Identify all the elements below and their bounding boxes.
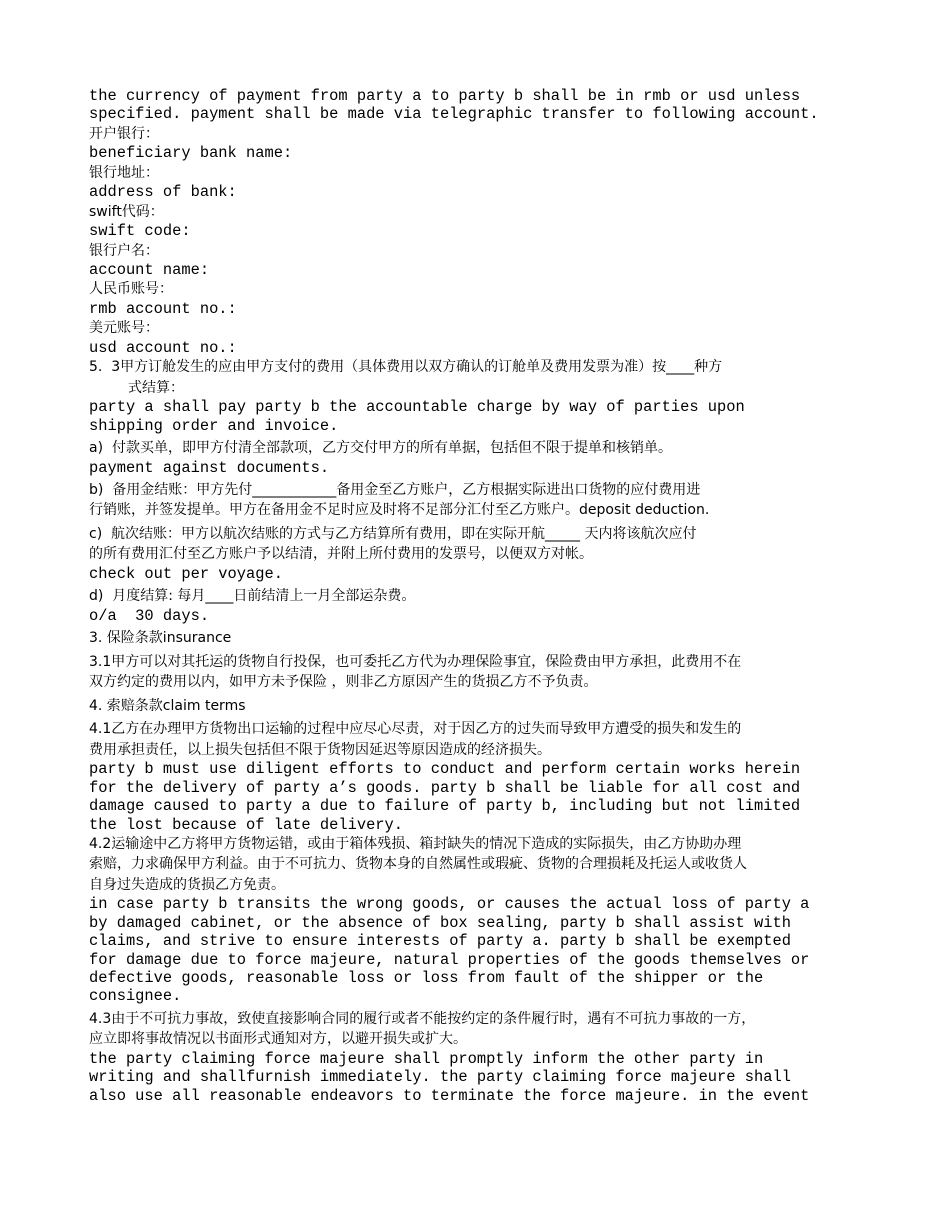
text-line: 自身过失造成的货损乙方免责。 [89,876,285,893]
text-line: damage caused to party a due to failure of party b, including but not limited [89,797,801,816]
text-line: writing and shallfurnish immediately. the party claiming force majeure shall [89,1068,791,1087]
text-line: consignee. [89,987,182,1006]
text-line: check out per voyage. [89,564,283,583]
text-line: 费用承担责任，以上损失包括但不限于货物因延迟等原因造成的经济损失。 [89,741,551,758]
text-line: account name: [89,261,210,280]
text-line: b) 备用金结账：甲方先付____________备用金至乙方账户，乙方根据实际进出口货物的应付费用进 [89,481,701,498]
text-line: 双方约定的费用以内，如甲方未予保险 ，则非乙方原因产生的货损乙方不予负责。 [89,674,598,691]
section-heading: 3. 保险条款insurance [89,630,232,647]
text-line: for damage due to force majeure, natural properties of the goods themselves or [89,950,810,969]
text-line: 应立即将事故情况以书面形式通知对方，以避开损失或扩大。 [89,1031,467,1048]
text-line: 3.1甲方可以对其托运的货物自行投保，也可委托乙方代为办理保险事宜，保险费由甲方承担，此费用不在 [89,653,742,670]
text-line: 4.2运输途中乙方将甲方货物运错，或由于箱体残损、箱封缺失的情况下造成的实际损失，由乙方协助办理 [89,835,742,852]
text-line: a) 付款买单，即甲方付清全部款项，乙方交付甲方的所有单据，包括但不限于提单和核销单。 [89,440,672,457]
text-line: the currency of payment from party a to party b shall be in rmb or usd unless [89,87,801,105]
text-line: 式结算： [128,379,184,396]
text-line: swift代码： [89,203,164,220]
text-line: defective goods, reasonable loss or loss from fault of the shipper or the [89,969,764,988]
section-heading: 4. 索赔条款claim terms [89,697,246,714]
text-line: 5. 3甲方订舱发生的应由甲方支付的费用（具体费用以双方确认的订舱单及费用发票为准）按____种方 [89,359,723,376]
text-line: for the delivery of party a’s goods. party b shall be liable for all cost and [89,778,801,797]
text-line: rmb account no.: [89,299,237,318]
text-line: d) 月度结算: 每月____日前结清上一月全部运杂费。 [89,588,416,605]
text-line: usd account no.: [89,338,237,357]
text-line: o/a 30 days. [89,606,210,625]
text-line: 4.1乙方在办理甲方货物出口运输的过程中应尽心尽责，对于因乙方的过失而导致甲方遭受的损失和发生的 [89,721,742,738]
text-line: the lost because of late delivery. [89,815,404,834]
text-line: address of bank: [89,183,237,202]
text-line: 行销账，并签发提单。甲方在备用金不足时应及时将不足部分汇付至乙方账户。deposit deduction. [89,502,710,519]
text-line: claims, and strive to ensure interests of party a. party b shall be exempted [89,932,791,951]
text-line: payment against documents. [89,458,330,477]
text-line: shipping order and invoice. [89,416,339,435]
text-line: 4.3由于不可抗力事故，致使直接影响合同的履行或者不能按约定的条件履行时，遇有不可抗力事故的一方， [89,1010,756,1027]
text-line: 银行地址： [89,164,159,181]
document-page [89,87,879,1105]
text-line: specified. payment shall be made via telegraphic transfer to following account. [89,105,819,124]
text-line: 美元账号： [89,320,159,337]
text-line: in case party b transits the wrong goods, or causes the actual loss of party a [89,895,810,914]
text-line: beneficiary bank name: [89,144,293,163]
text-line: the party claiming force majeure shall promptly inform the other party in [89,1049,764,1068]
text-line: party a shall pay party b the accountable charge by way of parties upon [89,398,745,417]
text-line: party b must use diligent efforts to conduct and perform certain works herein [89,760,801,779]
text-line: c) 航次结账：甲方以航次结账的方式与乙方结算所有费用，即在实际开航_____ 天内将该航次应付 [89,525,697,542]
text-line: 开户银行： [89,125,159,142]
text-line: 银行户名： [89,242,159,259]
text-line: 索赔，力求确保甲方利益。由于不可抗力、货物本身的自然属性或瑕疵、货物的合理损耗及托运人或收货人 [89,856,747,873]
text-line: 人民币账号： [89,281,173,298]
text-line: by damaged cabinet, or the absence of box sealing, party b shall assist with [89,913,791,932]
text-line: swift code: [89,222,191,241]
text-line: 的所有费用汇付至乙方账户予以结清，并附上所付费用的发票号，以便双方对帐。 [89,546,593,563]
text-line: also use all reasonable endeavors to terminate the force majeure. in the event [89,1086,810,1105]
